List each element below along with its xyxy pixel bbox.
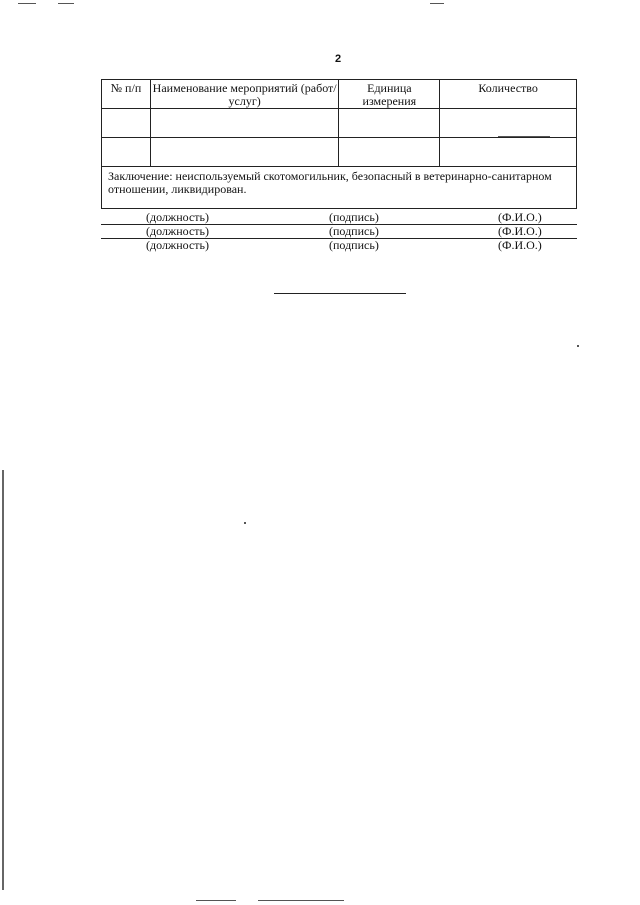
signature-name-label: (Ф.И.О.) bbox=[498, 210, 542, 224]
table-cell bbox=[150, 138, 339, 167]
signature-position-label: (должность) bbox=[146, 224, 209, 238]
conclusion-text: Заключение: неиспользуемый скотомогильник, безопасный в ветеринарно-санитарном отношении, ликвидирован. bbox=[102, 167, 577, 209]
end-separator-line bbox=[274, 293, 406, 294]
signature-sign-label: (подпись) bbox=[329, 224, 379, 238]
scan-edge-artifact bbox=[2, 470, 4, 890]
measures-table bbox=[101, 79, 577, 209]
signature-row bbox=[101, 239, 577, 252]
scan-mark bbox=[577, 345, 579, 347]
table-row bbox=[102, 138, 577, 167]
signature-block bbox=[101, 211, 577, 252]
scan-mark bbox=[244, 522, 246, 524]
signature-name-label: (Ф.И.О.) bbox=[498, 224, 542, 238]
signature-sign-label: (подпись) bbox=[329, 238, 379, 252]
conclusion-row bbox=[102, 167, 577, 209]
signature-row bbox=[101, 211, 577, 225]
page-number: 2 bbox=[334, 53, 342, 65]
table-cell bbox=[102, 109, 151, 138]
signature-position-label: (должность) bbox=[146, 210, 209, 224]
header-quantity: Количество bbox=[440, 80, 577, 109]
signature-row bbox=[101, 225, 577, 239]
header-unit: Единица измерения bbox=[339, 80, 440, 109]
table-cell bbox=[339, 109, 440, 138]
scan-mark bbox=[498, 136, 550, 137]
header-activity-name: Наименование мероприятий (работ/услуг) bbox=[150, 80, 339, 109]
table-row bbox=[102, 109, 577, 138]
scan-mark bbox=[58, 3, 74, 4]
signature-name-label: (Ф.И.О.) bbox=[498, 238, 542, 252]
scan-mark bbox=[18, 3, 36, 4]
scan-mark bbox=[258, 900, 344, 901]
table-cell bbox=[339, 138, 440, 167]
table-cell bbox=[440, 138, 577, 167]
signature-position-label: (должность) bbox=[146, 238, 209, 252]
signature-sign-label: (подпись) bbox=[329, 210, 379, 224]
table-cell bbox=[440, 109, 577, 138]
scan-mark bbox=[196, 900, 236, 901]
scan-mark bbox=[430, 3, 444, 4]
table-cell bbox=[150, 109, 339, 138]
table-cell bbox=[102, 138, 151, 167]
header-number: № п/п bbox=[102, 80, 151, 109]
table-header-row bbox=[102, 80, 577, 109]
